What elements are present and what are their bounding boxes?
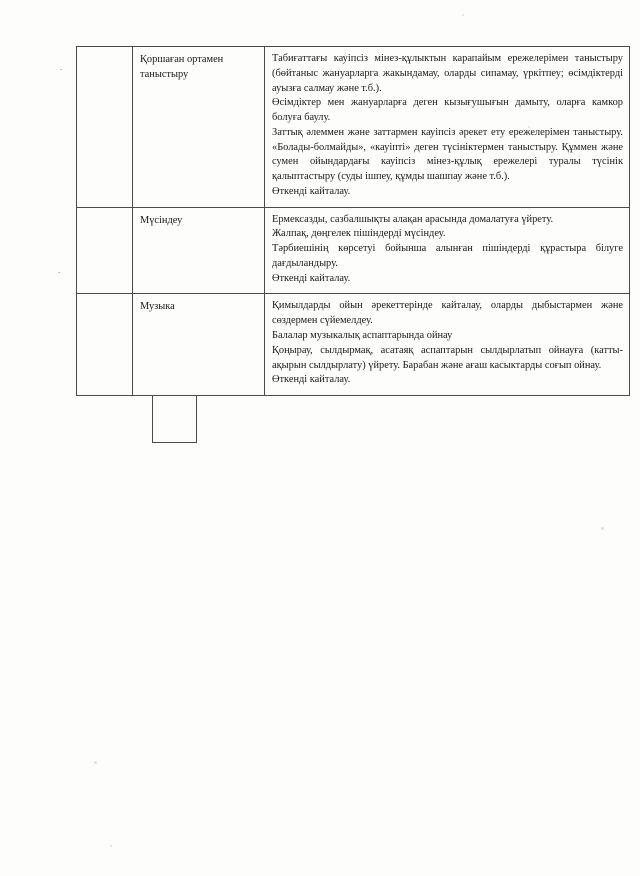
- content-paragraph: Балалар музыкалық аспаптарында ойнау: [272, 330, 453, 342]
- row-topic-label: Қоршаған ортамен таныстыру: [140, 54, 224, 81]
- row-topic-cell: [133, 207, 265, 294]
- row-content-cell: [265, 294, 630, 396]
- row-index-cell: [77, 294, 133, 396]
- row-index-cell: [77, 47, 133, 208]
- content-paragraph: Өсімдіктер мен жануарларға деген кызығушығын дамыту, оларға камкор болуға баулу.: [272, 97, 623, 124]
- content-paragraph: Қимылдарды ойын әрекеттерінде кайталау, оларды дыбыстармен және сөздермен сүйемелдеу.: [272, 300, 623, 327]
- content-paragraph: Заттық әлеммен және заттармен кауіпсіз әрекет ету ережелерімен таныстыру. «Болады-болмайды», «кауіпті» деген түсініктермен таныстыру. Құммен және сумен ойындардағы кауіпсіз мінез-құлық ережелері туралы түсінік қалыптастыру (суды ішпеу, құмды шашпау және т.б.).: [272, 126, 623, 183]
- row-topic-label: Музыка: [140, 301, 175, 313]
- table-row: [77, 47, 630, 208]
- row-content-cell: [265, 47, 630, 208]
- row-topic-cell: [133, 294, 265, 396]
- content-paragraph: Өткенді кайталау.: [272, 185, 351, 197]
- content-paragraph: Тәрбиешінің көрсетуі бойынша алынған пішіндерді құрастыра білуге дағдыландыру.: [272, 243, 623, 269]
- content-paragraph: Ермексазды, сазбалшықты алақан арасында домалатуға үйрету.: [272, 213, 554, 225]
- scan-speck: [110, 845, 112, 847]
- content-paragraph: Қоңырау, сылдырмақ, асатаяқ аспаптарын сылдырлатып ойнауға (катты-ақырын сылдырлату) үйрету. Барабан және ағаш касыктарды соғып ойнау.: [272, 344, 623, 371]
- table-left-column-tail: [152, 396, 197, 443]
- scan-artifact-left: .: [60, 62, 63, 72]
- scan-speck: [462, 14, 464, 16]
- table-row: [77, 207, 630, 294]
- content-paragraph: Өткенді кайталау.: [272, 374, 351, 386]
- row-topic-label: Мүсіндеу: [140, 214, 183, 226]
- row-content-cell: [265, 207, 630, 294]
- content-paragraph: Жалпақ, дөңгелек пішіндерді мүсіндеу.: [272, 228, 446, 240]
- row-index-cell: [77, 207, 133, 294]
- row-topic-cell: [133, 47, 265, 208]
- scan-artifact-left-2: .: [58, 265, 61, 275]
- curriculum-table: [76, 46, 623, 396]
- content-paragraph: Өткенді кайталау.: [272, 272, 351, 284]
- scan-speck: [94, 761, 97, 764]
- scan-speck: [601, 527, 604, 530]
- table-row: [77, 294, 630, 396]
- content-paragraph: Табиғаттағы кауіпсіз мінез-құлыктын карапайым ережелерімен таныстыру (бөйтаныс жануарларга жакындамау, оларды сипамау, үркітпеу; өсімдіктерді ауызға салмау және т.б.).: [272, 53, 623, 94]
